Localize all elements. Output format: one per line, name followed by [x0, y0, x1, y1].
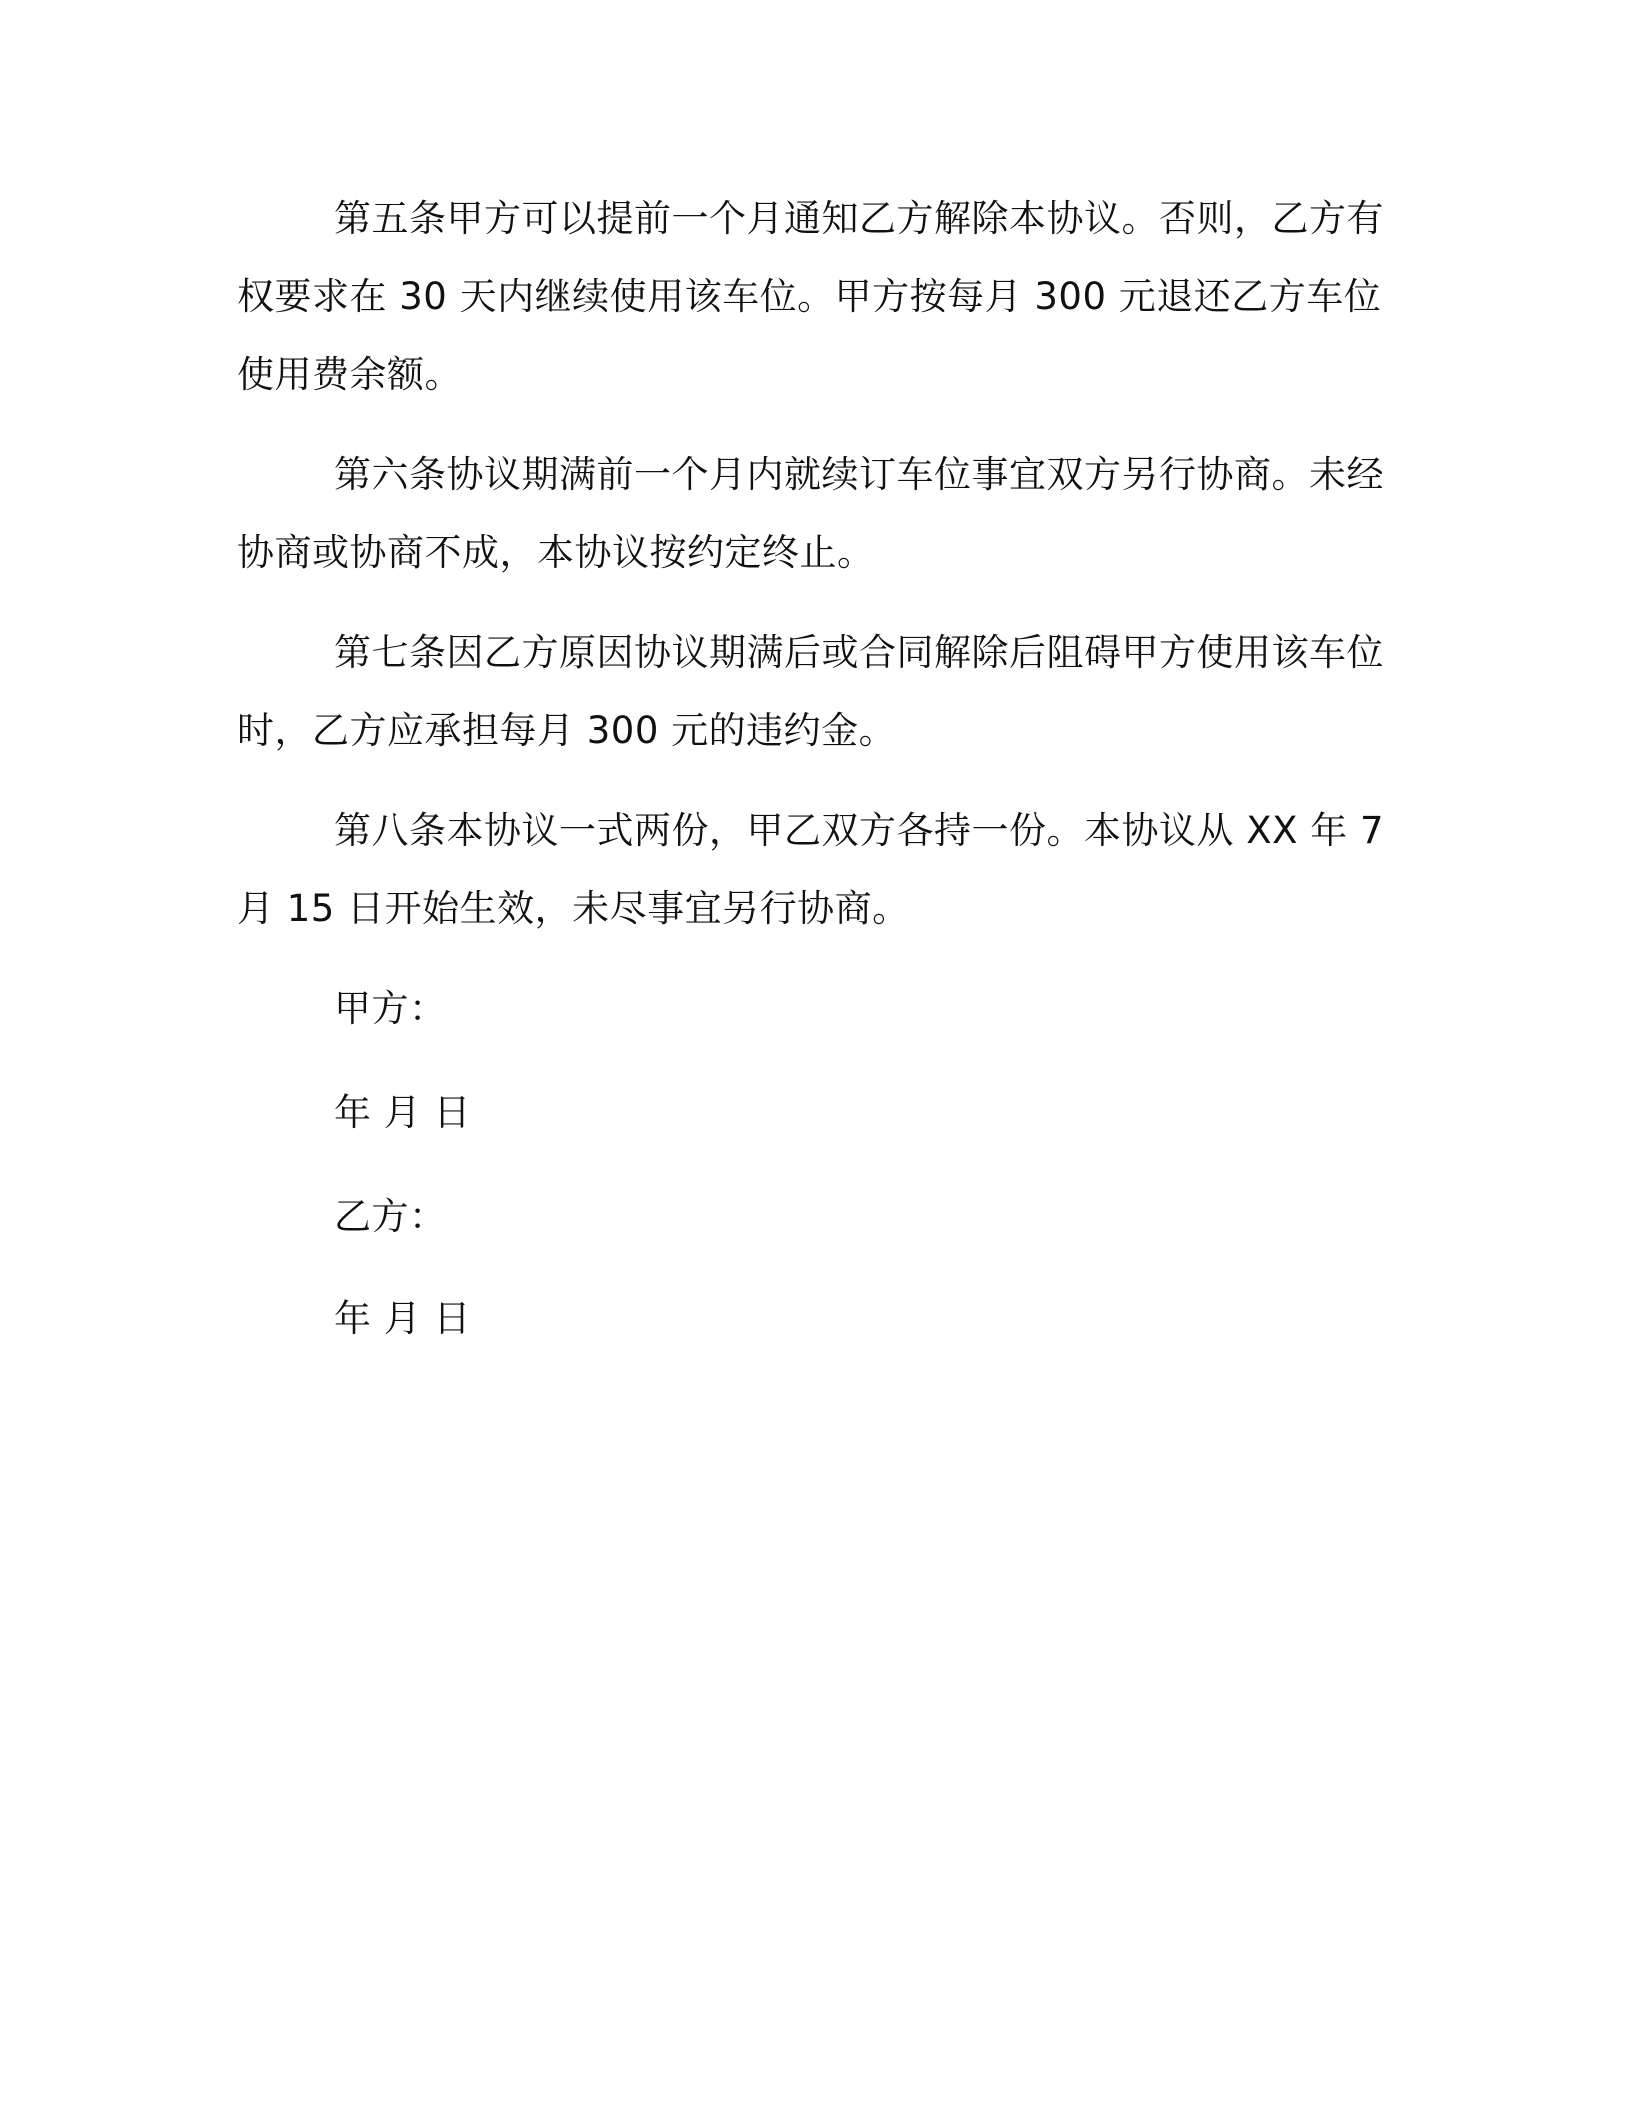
clause-7-paragraph: 第七条因乙方原因协议期满后或合同解除后阻碍甲方使用该车位时，乙方应承担每月 300 元的违约金。: [237, 631, 1384, 752]
party-a-label: 甲方：: [334, 987, 447, 1030]
party-b-label: 乙方：: [334, 1195, 447, 1238]
party-a-date: 年 月 日: [334, 1091, 472, 1134]
clause-6-paragraph: 第六条协议期满前一个月内就续订车位事宜双方另行协商。未经协商或协商不成，本协议按约定终止。: [237, 453, 1384, 574]
clause-8-paragraph: 第八条本协议一式两份，甲乙双方各持一份。本协议从 XX 年 7 月 15 日开始生效，未尽事宜另行协商。: [237, 809, 1385, 930]
party-b-date: 年 月 日: [334, 1297, 472, 1340]
clause-5-paragraph: 第五条甲方可以提前一个月通知乙方解除本协议。否则，乙方有权要求在 30 天内继续使用该车位。甲方按每月 300 元退还乙方车位使用费余额。: [237, 197, 1384, 396]
